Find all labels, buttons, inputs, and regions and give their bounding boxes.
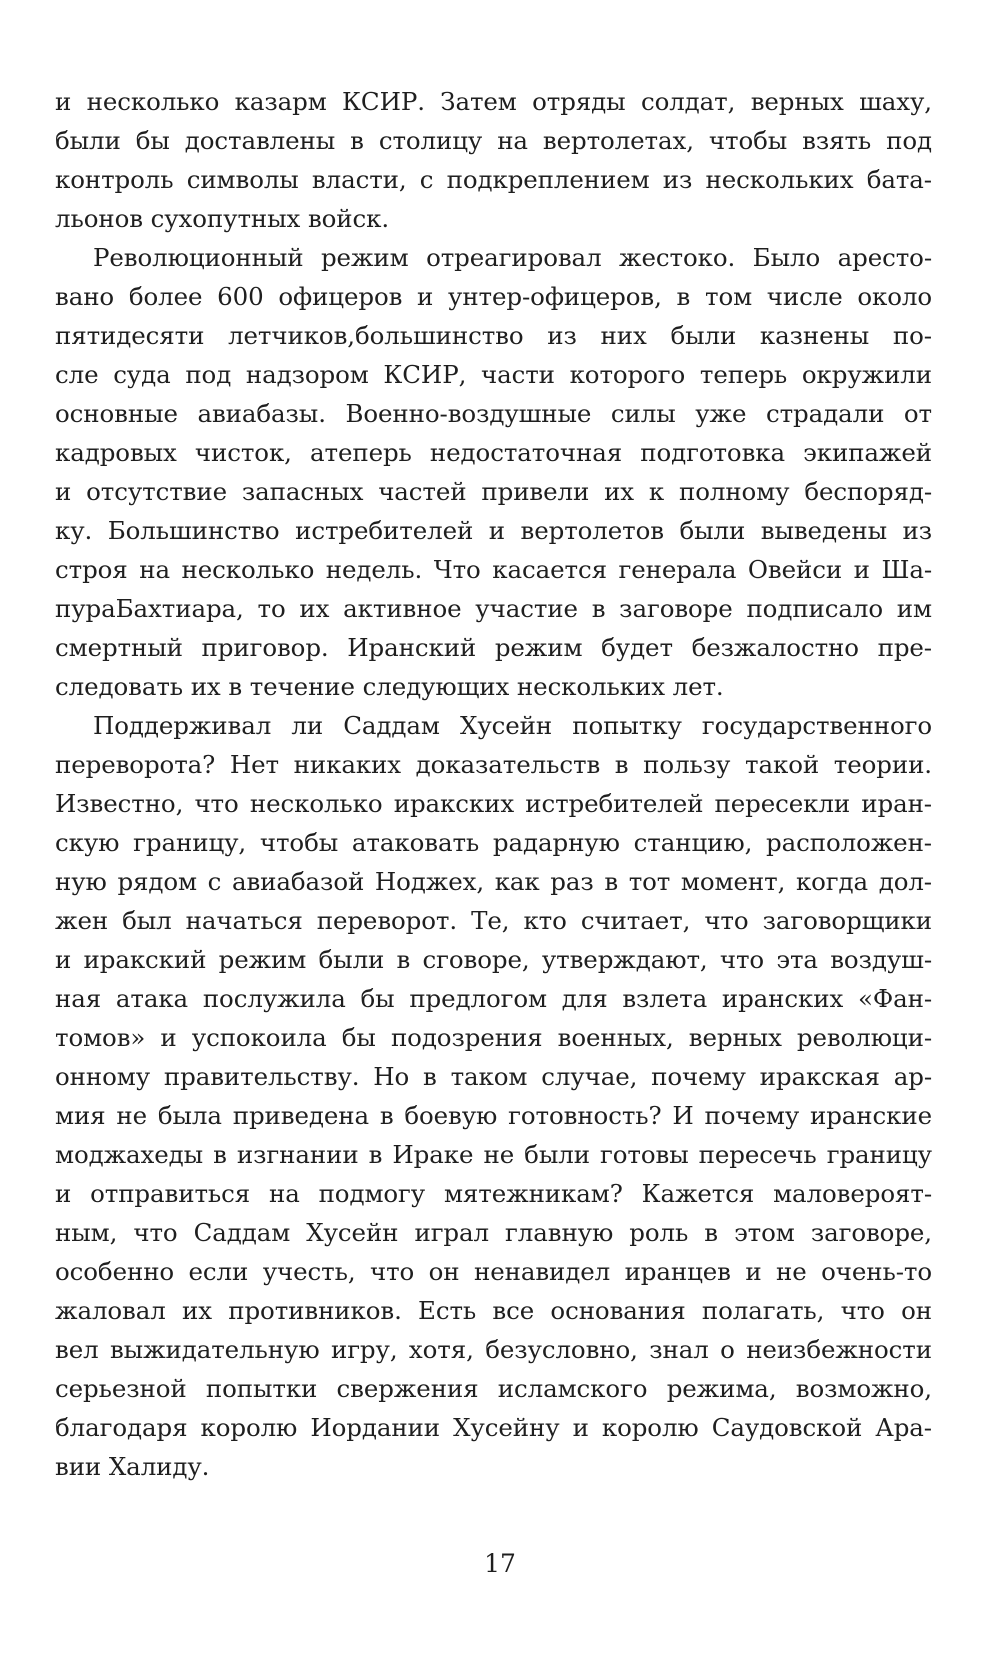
- paragraph-3: [55, 706, 932, 1486]
- text-line: особенно если учесть, что он ненавидел иранцев и не очень-то: [55, 1257, 932, 1286]
- text-line: следовать их в течение следующих нескольких лет.: [55, 672, 724, 701]
- text-line: вел выжидательную игру, хотя, безусловно, знал о неизбежности: [55, 1335, 932, 1364]
- text-line: Революционный режим отреагировал жестоко. Было аресто-: [93, 243, 932, 272]
- text-line: ную рядом с авиабазой Ноджех, как раз в тот момент, когда дол-: [55, 867, 932, 896]
- text-line: пятидесяти летчиков,большинство из них были казнены по-: [55, 321, 932, 350]
- text-line: и отсутствие запасных частей привели их к полному беспоряд-: [55, 477, 932, 506]
- text-line: были бы доставлены в столицу на вертолетах, чтобы взять под: [55, 126, 932, 155]
- page-number: 17: [484, 1549, 516, 1578]
- text-line: мия не была приведена в боевую готовность? И почему иранские: [55, 1101, 932, 1130]
- text-line: ная атака послужила бы предлогом для взлета иранских «Фан-: [55, 984, 932, 1013]
- paragraph-1: [55, 82, 932, 238]
- text-line: кадровых чисток, атеперь недостаточная подготовка экипажей: [55, 438, 932, 467]
- text-line: скую границу, чтобы атаковать радарную станцию, расположен-: [55, 828, 932, 857]
- text-line: серьезной попытки свержения исламского режима, возможно,: [55, 1374, 932, 1403]
- text-line: ку. Большинство истребителей и вертолетов были выведены из: [55, 516, 932, 545]
- text-line: и несколько казарм КСИР. Затем отряды солдат, верных шаху,: [55, 87, 932, 116]
- text-line: и иракский режим были в сговоре, утверждают, что эта воздуш-: [55, 945, 932, 974]
- text-line: строя на несколько недель. Что касается генерала Овейси и Ша-: [55, 555, 932, 584]
- text-line: переворота? Нет никаких доказательств в пользу такой теории.: [55, 750, 932, 779]
- text-line: Поддерживал ли Саддам Хусейн попытку государственного: [93, 711, 932, 740]
- text-line: жен был начаться переворот. Те, кто считает, что заговорщики: [55, 906, 932, 935]
- text-line: томов» и успокоила бы подозрения военных, верных революци-: [55, 1023, 932, 1052]
- text-line: ным, что Саддам Хусейн играл главную роль в этом заговоре,: [55, 1218, 932, 1247]
- text-line: основные авиабазы. Военно-воздушные силы уже страдали от: [55, 399, 932, 428]
- text-line: моджахеды в изгнании в Ираке не были готовы пересечь границу: [55, 1140, 932, 1169]
- text-line: льонов сухопутных войск.: [55, 204, 390, 233]
- text-line: пураБахтиара, то их активное участие в заговоре подписало им: [55, 594, 932, 623]
- text-line: жаловал их противников. Есть все основания полагать, что он: [55, 1296, 932, 1325]
- paragraph-2: [55, 238, 932, 706]
- text-line: и отправиться на подмогу мятежникам? Кажется маловероят-: [55, 1179, 932, 1208]
- text-line: сле суда под надзором КСИР, части которого теперь окружили: [55, 360, 932, 389]
- body-text: [55, 82, 932, 1486]
- text-line: смертный приговор. Иранский режим будет безжалостно пре-: [55, 633, 932, 662]
- text-line: вано более 600 офицеров и унтер-офицеров, в том числе около: [55, 282, 932, 311]
- text-line: онному правительству. Но в таком случае, почему иракская ар-: [55, 1062, 932, 1091]
- text-line: Известно, что несколько иракских истребителей пересекли иран-: [55, 789, 932, 818]
- text-line: благодаря королю Иордании Хусейну и королю Саудовской Ара-: [55, 1413, 932, 1442]
- text-line: вии Халиду.: [55, 1452, 210, 1481]
- text-line: контроль символы власти, с подкреплением из нескольких бата-: [55, 165, 932, 194]
